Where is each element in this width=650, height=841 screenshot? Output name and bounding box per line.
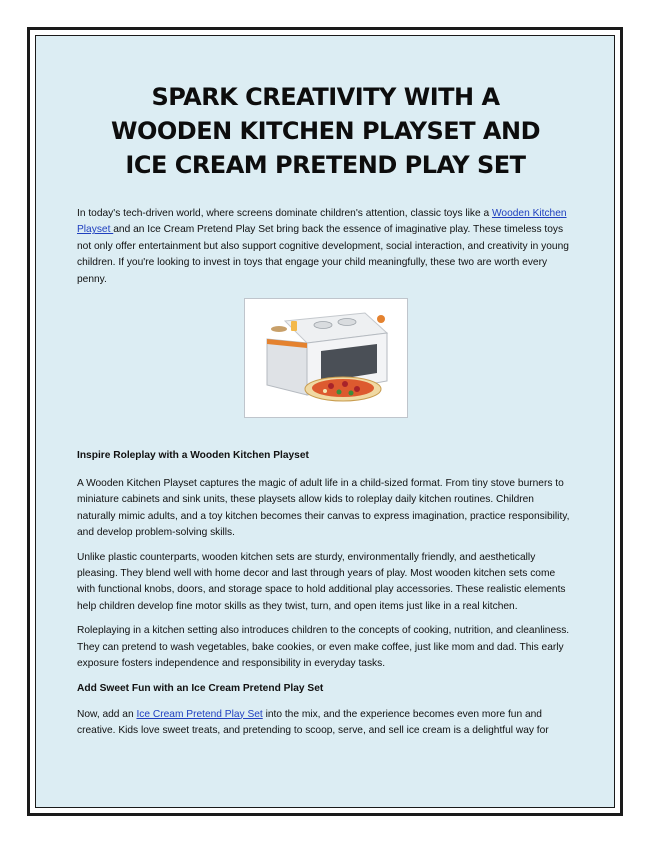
section-heading-wooden-kitchen: Inspire Roleplay with a Wooden Kitchen Playset bbox=[77, 450, 309, 462]
toy-kitchen-pizza-image bbox=[244, 298, 408, 418]
intro-text-start: In today's tech-driven world, where screens dominate children's attention, classic toys like a bbox=[77, 208, 492, 219]
document-body bbox=[77, 80, 574, 747]
document-title: SPARK CREATIVITY WITH A WOODEN KITCHEN PLAYSET AND ICE CREAM PRETEND PLAY SET bbox=[111, 83, 540, 179]
toy-oven-illustration bbox=[245, 299, 407, 417]
section-heading-ice-cream: Add Sweet Fun with an Ice Cream Pretend Play Set bbox=[77, 682, 324, 694]
ice-cream-play-set-link[interactable]: Ice Cream Pretend Play Set bbox=[136, 708, 263, 720]
section2-paragraph bbox=[77, 707, 574, 740]
wooden-kitchen-playset-link[interactable]: Wooden Kitchen Playset bbox=[77, 208, 567, 236]
intro-text-end: and an Ice Cream Pretend Play Set bring back the essence of imaginative play. These timeless toys not only offer entertainment but also support cognitive development, social interaction, and creativity in young children. If you're looking to invest in toys that engage your child meaningfully, these two are worth every penny. bbox=[77, 224, 569, 285]
figure-container bbox=[77, 298, 574, 420]
section2-text-end: into the mix, and the experience becomes even more fun and creative. Kids love sweet treats, and pretending to scoop, serve, and sell ice cream is a delightful way for bbox=[77, 708, 549, 736]
section1-paragraph: A Wooden Kitchen Playset captures the magic of adult life in a child-sized format. From tiny stove burners to miniature cabinets and sink units, these playsets allow kids to roleplay daily kitchen routines. Children naturally mimic adults, and a toy kitchen becomes their canvas to express imagination, practice responsibility, and develop problem-solving skills. bbox=[77, 478, 570, 539]
section1-paragraph: Unlike plastic counterparts, wooden kitchen sets are sturdy, environmentally friendly, and aesthetically pleasing. They blend well with home decor and last through years of play. Most wooden kitchen sets come with functional knobs, doors, and storage space to hold additional play accessories. These realistic elements help children develop fine motor skills as they twist, turn, and open items just like in a real kitchen. bbox=[77, 551, 566, 612]
section1-paragraph: Roleplaying in a kitchen setting also introduces children to the concepts of cooking, nutrition, and cleanliness. They can pretend to wash vegetables, bake cookies, or even make coffee, just like mom and dad. This early exposure fosters independence and responsibility in everyday tasks. bbox=[77, 625, 570, 670]
section2-text-start: Now, add an bbox=[77, 708, 137, 720]
intro-paragraph bbox=[77, 206, 574, 288]
